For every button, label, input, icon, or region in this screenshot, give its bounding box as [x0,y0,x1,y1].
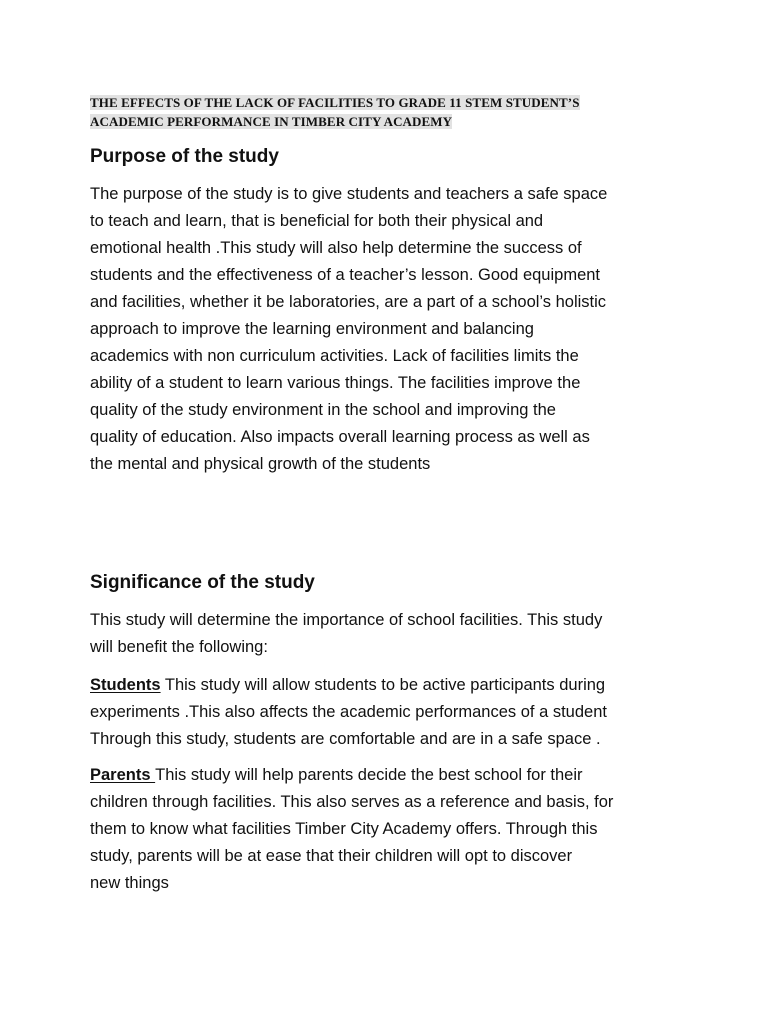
purpose-line: the mental and physical growth of the students [90,455,431,473]
parents-line: new things [90,874,169,892]
purpose-line: to teach and learn, that is beneficial for both their physical and [90,212,544,230]
purpose-line: ability of a student to learn various things. The facilities improve the [90,374,581,392]
students-line: Through this study, students are comfortable and are in a safe space . [90,730,601,748]
students-line: This study will allow students to be active participants during [160,676,606,694]
purpose-line: emotional health .This study will also help determine the success of [90,239,582,257]
purpose-line: academics with non curriculum activities. Lack of facilities limits the [90,347,579,365]
purpose-line: quality of the study environment in the school and improving the [90,401,556,419]
purpose-paragraph [90,181,690,478]
significance-intro-line: will benefit the following: [90,638,268,656]
document-title [90,93,690,131]
purpose-line: The purpose of the study is to give students and teachers a safe space [90,185,608,203]
students-line: experiments .This also affects the academic performances of a student [90,703,607,721]
document-page [90,93,690,897]
parents-line: them to know what facilities Timber City Academy offers. Through this [90,820,598,838]
purpose-line: students and the effectiveness of a teacher’s lesson. Good equipment [90,266,601,284]
parents-line: study, parents will be at ease that their children will opt to discover [90,847,573,865]
document-title-line-2: ACADEMIC PERFORMANCE IN TIMBER CITY ACADEMY [90,114,453,129]
parents-line: children through facilities. This also serves as a reference and basis, for [90,793,614,811]
parents-term: Parents [90,766,156,784]
students-term: Students [90,676,161,694]
purpose-heading: Purpose of the study [90,146,279,167]
purpose-line: approach to improve the learning environment and balancing [90,320,534,338]
parents-paragraph [90,762,690,897]
significance-intro-paragraph [90,607,690,661]
significance-heading: Significance of the study [90,572,315,593]
document-title-line-1: THE EFFECTS OF THE LACK OF FACILITIES TO GRADE 11 STEM STUDENT’S [90,95,580,110]
students-paragraph [90,672,690,753]
parents-line: This study will help parents decide the best school for their [155,766,583,784]
purpose-line: quality of education. Also impacts overall learning process as well as [90,428,590,446]
significance-intro-line: This study will determine the importance of school facilities. This study [90,611,603,629]
purpose-line: and facilities, whether it be laboratories, are a part of a school’s holistic [90,293,607,311]
